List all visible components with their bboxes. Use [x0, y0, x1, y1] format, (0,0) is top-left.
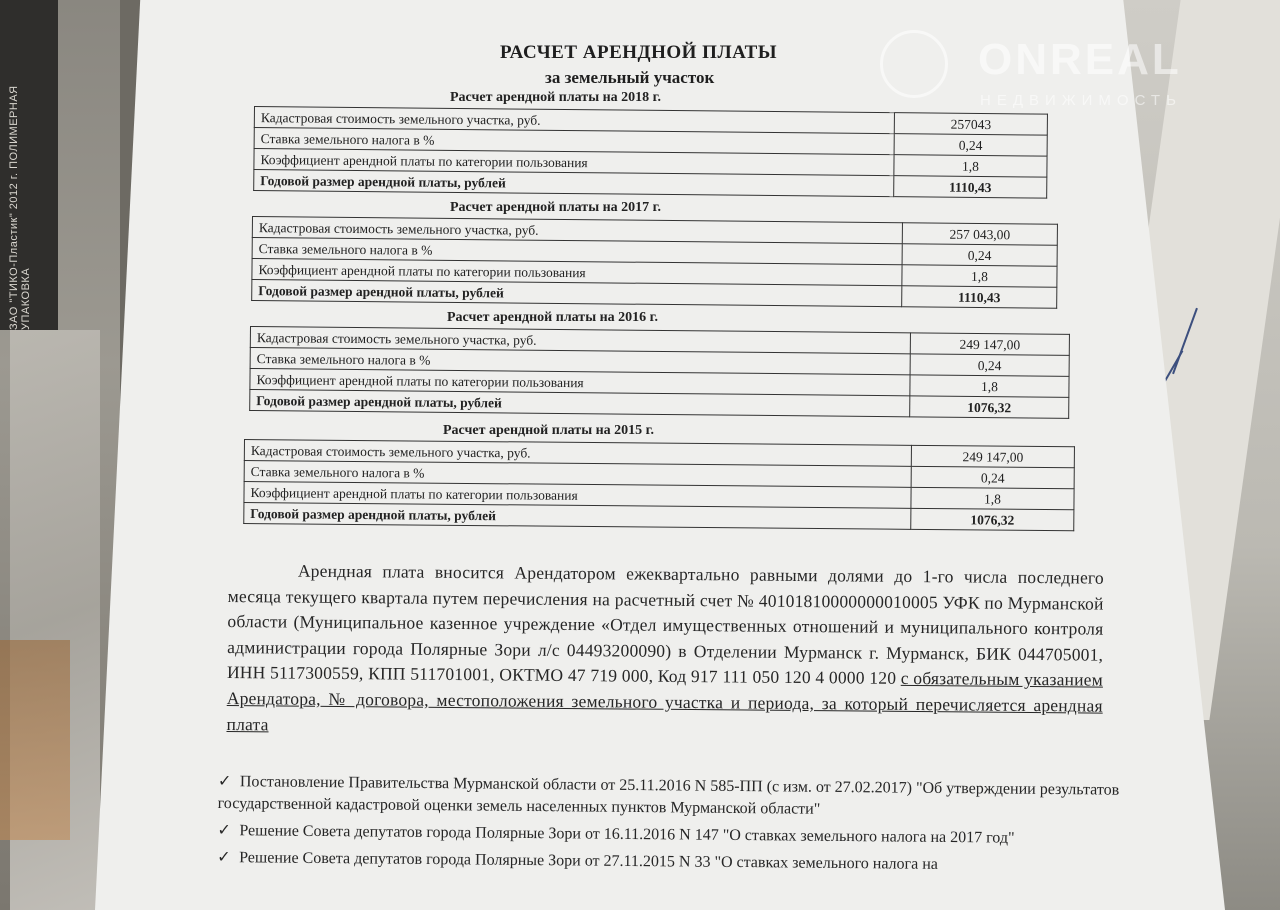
- check-icon: ✓: [217, 819, 231, 840]
- row-label: Коэффициент арендной платы по категории пользования: [244, 482, 911, 509]
- reference-text: Решение Совета депутатов города Полярные Зори от 16.11.2016 N 147 "О ставках земельного налога на 2017 год": [239, 822, 1015, 847]
- document-title: РАСЧЕТ АРЕНДНОЙ ПЛАТЫ: [500, 42, 777, 63]
- row-label: Коэффициент арендной платы по категории пользования: [252, 259, 902, 286]
- row-value: 1,8: [902, 265, 1057, 287]
- watermark-logo-icon: [880, 30, 948, 98]
- references-list: [217, 770, 1130, 882]
- row-value: 1076,32: [911, 508, 1074, 530]
- row-label: Годовой размер арендной платы, рублей: [244, 503, 911, 530]
- row-value: 0,24: [902, 244, 1057, 266]
- packaging-label: ЗАО "ТИКО-Пластик" 2012 г. ПОЛИМЕРНАЯ УПАКОВКА: [8, 85, 32, 330]
- table-caption-2017: Расчет арендной платы на 2017 г.: [450, 200, 661, 215]
- row-value: 249 147,00: [911, 445, 1074, 467]
- row-label: Годовой размер арендной платы, рублей: [250, 390, 910, 417]
- row-label: Ставка земельного налога в %: [254, 128, 894, 155]
- list-item: [217, 819, 1129, 851]
- row-label: Коэффициент арендной платы по категории пользования: [254, 149, 894, 176]
- list-item: [217, 846, 1129, 878]
- row-value: 0,24: [894, 134, 1047, 156]
- row-value: 257 043,00: [902, 223, 1057, 245]
- reference-text: Постановление Правительства Мурманской области от 25.11.2016 N 585-ПП (с изм. от 27.02.2017) "Об утверждении результатов государственной кадастровой оценки земель населенных пунктов Мурманской области": [217, 773, 1120, 818]
- rent-table-2016: [249, 326, 1070, 419]
- row-value: 0,24: [911, 466, 1074, 488]
- table-caption-2015: Расчет арендной платы на 2015 г.: [443, 423, 654, 438]
- row-value: 257043: [894, 113, 1047, 135]
- row-label: Коэффициент арендной платы по категории пользования: [250, 369, 910, 396]
- check-icon: ✓: [217, 846, 231, 867]
- row-label: Годовой размер арендной платы, рублей: [254, 170, 894, 197]
- row-label: Кадастровая стоимость земельного участка, руб.: [250, 327, 910, 354]
- row-value: 1110,43: [902, 286, 1057, 308]
- row-value: 0,24: [910, 354, 1069, 377]
- row-value: 1,8: [894, 155, 1047, 177]
- rent-table-2015: [243, 439, 1075, 531]
- row-value: 1,8: [910, 375, 1069, 398]
- check-icon: ✓: [217, 770, 232, 791]
- table-caption-2018: Расчет арендной платы на 2018 г.: [450, 90, 661, 105]
- payment-underlined-text: с обязательным указанием Арендатора, № договора, местоположения земельного участка и периода, за который перечисляется арендная плата: [226, 668, 1104, 734]
- row-value: 1076,32: [910, 396, 1069, 419]
- row-label: Кадастровая стоимость земельного участка, руб.: [252, 217, 902, 244]
- row-label: Ставка земельного налога в %: [252, 238, 902, 265]
- watermark-subtitle: НЕДВИЖИМОСТЬ: [980, 92, 1182, 109]
- row-value: 1110,43: [894, 176, 1047, 198]
- row-label: Ставка земельного налога в %: [250, 348, 910, 375]
- row-label: Кадастровая стоимость земельного участка, руб.: [254, 107, 894, 134]
- rent-table-2018: [253, 106, 1048, 199]
- row-label: Ставка земельного налога в %: [244, 461, 911, 488]
- row-label: Кадастровая стоимость земельного участка, руб.: [244, 440, 911, 467]
- row-value: 249 147,00: [910, 333, 1069, 356]
- watermark-name: ONREAL: [978, 35, 1182, 84]
- row-value: 1,8: [911, 487, 1074, 509]
- packaging-strip: [0, 0, 58, 330]
- rent-table-2017: [251, 216, 1058, 309]
- background-object: [0, 640, 70, 840]
- payment-terms-paragraph: [226, 558, 1104, 745]
- payment-text: Арендная плата вносится Арендатором ежеквартально равными долями до 1-го числа последнего месяца текущего квартала путем перечисления на расчетный счет № 40101810000000010005 УФК по Мурманской области (Муниципальное казенное учреждение «Отдел имущественных отношений и муниципального контроля администрации города Полярные Зори л/с 04493200090) в Отделении Мурманск г. Мурманск, БИК 044705001, ИНН 5117300559, КПП 511701001, ОКТМО 47 719 000, Код 917 111 050 120 4 0000 120: [226, 560, 1104, 689]
- list-item: [218, 770, 1130, 824]
- row-label: Годовой размер арендной платы, рублей: [252, 280, 902, 307]
- table-caption-2016: Расчет арендной платы на 2016 г.: [447, 310, 658, 325]
- document-subtitle: за земельный участок: [545, 68, 715, 87]
- reference-text: Решение Совета депутатов города Полярные Зори от 27.11.2015 N 33 "О ставках земельного налога на: [239, 849, 938, 873]
